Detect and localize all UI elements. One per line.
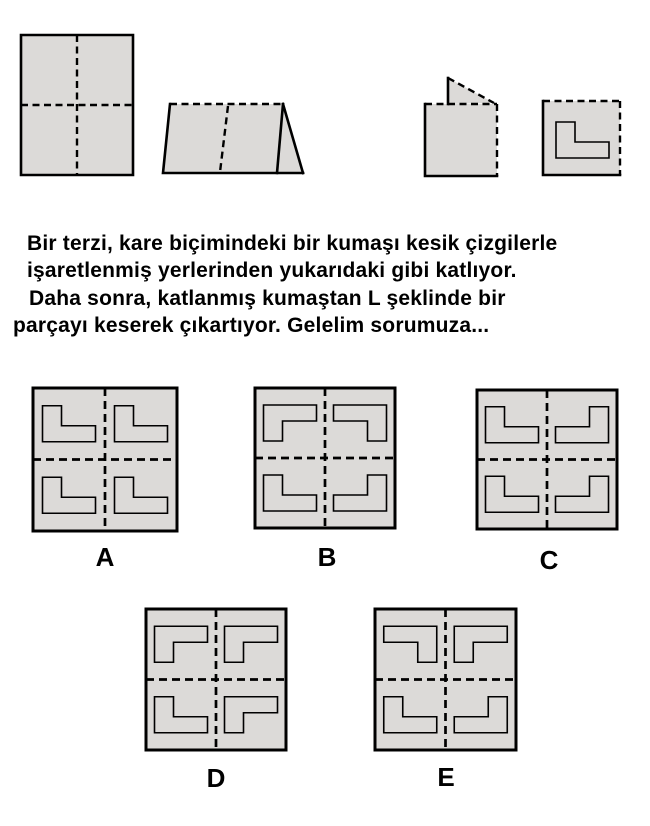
question-line-4: parçayı keserek çıkartıyor. Gelelim sorumuza... <box>13 314 490 337</box>
option-a-figure <box>33 388 177 531</box>
option-c-figure <box>477 390 617 529</box>
step-3-folded-square-with-corner-flap <box>425 78 497 176</box>
step-4-l-cut-marked <box>543 101 620 175</box>
option-b-figure <box>255 388 395 528</box>
question-line-3: Daha sonra, katlanmış kumaştan L şeklinde bir <box>29 287 506 310</box>
option-c-label: C <box>539 545 559 575</box>
option-d-figure <box>146 609 286 750</box>
question-line-2: işaretlenmiş yerlerinden yukarıdaki gibi katlıyor. <box>27 259 517 282</box>
step-2-folded-in-half <box>163 104 303 173</box>
option-e-figure <box>375 609 516 750</box>
option-a-label: A <box>95 542 115 572</box>
option-b-label: B <box>317 542 337 572</box>
option-e-label: E <box>437 762 455 792</box>
option-d-label: D <box>206 763 226 793</box>
question-line-1: Bir terzi, kare biçimindeki bir kumaşı kesik çizgilerle <box>27 232 558 255</box>
step-1-unfolded-square-with-fold-lines <box>21 35 133 175</box>
